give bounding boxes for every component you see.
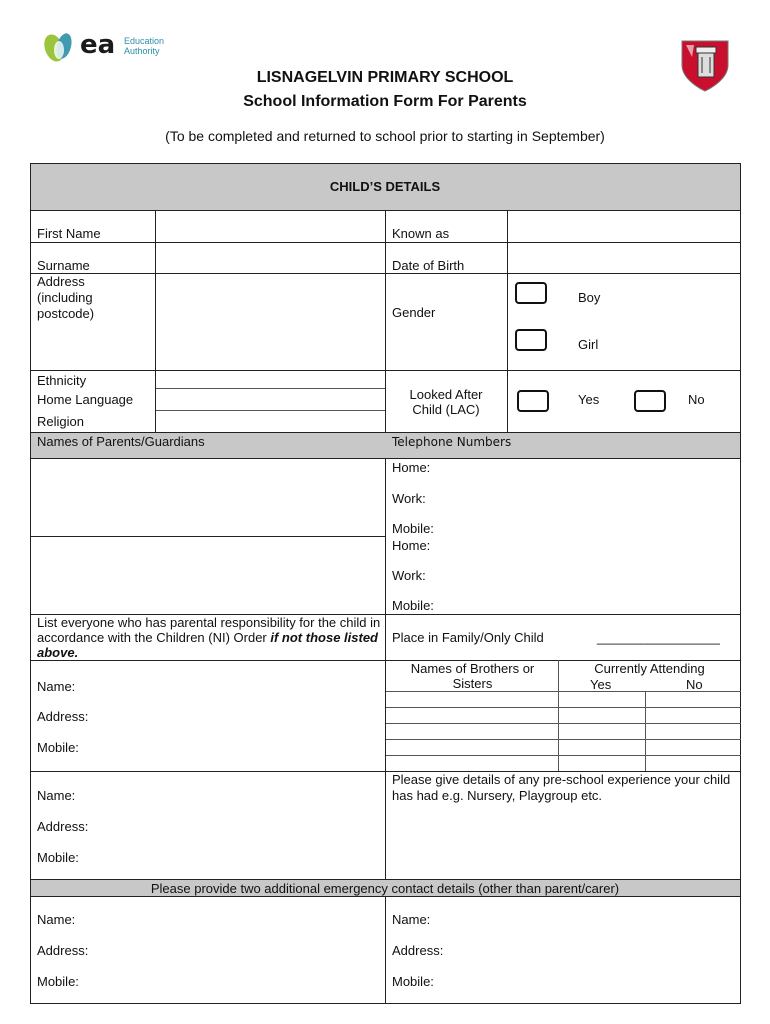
ea-logo-line2: Authority <box>124 46 160 56</box>
religion-label: Religion <box>37 414 84 429</box>
emergency-2-mobile-label: Mobile: <box>392 974 434 989</box>
contact-2-name-label: Name: <box>37 788 76 803</box>
preschool-field[interactable] <box>386 806 739 878</box>
home-language-label: Home Language <box>37 392 134 407</box>
parents-names-label: Names of Parents/Guardians <box>37 434 205 449</box>
lac-yes-label: Yes <box>578 392 600 407</box>
contact-1-address-label: Address: <box>37 709 89 724</box>
place-in-family-line[interactable]: _________________ <box>597 630 720 645</box>
address-field[interactable] <box>156 274 384 369</box>
emergency-1-name-label: Name: <box>37 912 76 927</box>
parent-1-home-label: Home: <box>392 460 431 475</box>
parent-2-name-field[interactable] <box>31 537 384 613</box>
boy-checkbox[interactable] <box>515 282 547 304</box>
attending-header: Currently Attending <box>594 661 705 676</box>
attending-no: No <box>686 677 703 692</box>
dob-label: Date of Birth <box>392 258 465 273</box>
lac-yes-checkbox[interactable] <box>517 390 549 412</box>
parent-2-mobile-label: Mobile: <box>392 598 434 613</box>
siblings-header: Names of Brothers or Sisters <box>410 661 535 691</box>
parent-2-home-label: Home: <box>392 538 431 553</box>
contact-2-mobile-label: Mobile: <box>37 850 79 865</box>
form-instruction: (To be completed and returned to school prior to starting in September) <box>165 128 605 144</box>
home-language-field[interactable] <box>156 389 384 409</box>
form-title: School Information Form For Parents <box>243 93 527 110</box>
address-label: Address (including postcode) <box>37 274 95 321</box>
surname-label: Surname <box>37 258 90 273</box>
parent-1-mobile-label: Mobile: <box>392 521 434 536</box>
emergency-2-address-label: Address: <box>392 943 444 958</box>
ea-logo-mark: ea <box>80 30 116 60</box>
responsibility-text-main: List everyone who has parental responsibility for the child in accordance with the Children (NI) Order <box>37 615 381 645</box>
religion-field[interactable] <box>156 411 384 431</box>
lac-no-checkbox[interactable] <box>634 390 666 412</box>
emergency-1-mobile-label: Mobile: <box>37 974 79 989</box>
responsibility-text <box>37 615 382 660</box>
parent-1-name-field[interactable] <box>31 459 384 535</box>
ethnicity-field[interactable] <box>156 371 384 387</box>
telephone-numbers-label: Telephone Numbers <box>392 435 512 449</box>
boy-label: Boy <box>578 290 601 305</box>
place-in-family-label: Place in Family/Only Child <box>392 630 544 645</box>
known-as-field[interactable] <box>508 211 739 241</box>
parent-2-work-label: Work: <box>392 568 426 583</box>
first-name-label: First Name <box>37 226 101 241</box>
parent-1-work-label: Work: <box>392 491 426 506</box>
looked-after-label: Looked After Child (LAC) <box>409 387 483 417</box>
emergency-1-address-label: Address: <box>37 943 89 958</box>
attending-yes: Yes <box>590 677 612 692</box>
childs-details-heading: CHILD’S DETAILS <box>329 179 441 194</box>
school-name: LISNAGELVIN PRIMARY SCHOOL <box>256 69 514 86</box>
girl-checkbox[interactable] <box>515 329 547 351</box>
girl-label: Girl <box>578 337 599 352</box>
surname-field[interactable] <box>156 243 384 272</box>
contact-2-address-label: Address: <box>37 819 89 834</box>
ea-leaf-icon <box>40 26 80 66</box>
known-as-label: Known as <box>392 226 450 241</box>
ea-logo <box>40 26 190 66</box>
gender-label: Gender <box>392 305 436 320</box>
preschool-text: Please give details of any pre-school experience your child has had e.g. Nursery, Playgroup etc. <box>392 772 731 803</box>
lac-no-label: No <box>688 392 705 407</box>
ethnicity-label: Ethnicity <box>37 373 87 388</box>
dob-field[interactable] <box>508 243 739 272</box>
responsibility-text-emphasis: if not those listed above. <box>37 630 378 660</box>
contact-1-name-label: Name: <box>37 679 76 694</box>
emergency-2-name-label: Name: <box>392 912 431 927</box>
emergency-heading: Please provide two additional emergency contact details (other than parent/carer) <box>150 881 620 896</box>
first-name-field[interactable] <box>156 211 384 241</box>
contact-1-mobile-label: Mobile: <box>37 740 79 755</box>
ea-logo-line1: Education <box>124 36 165 46</box>
